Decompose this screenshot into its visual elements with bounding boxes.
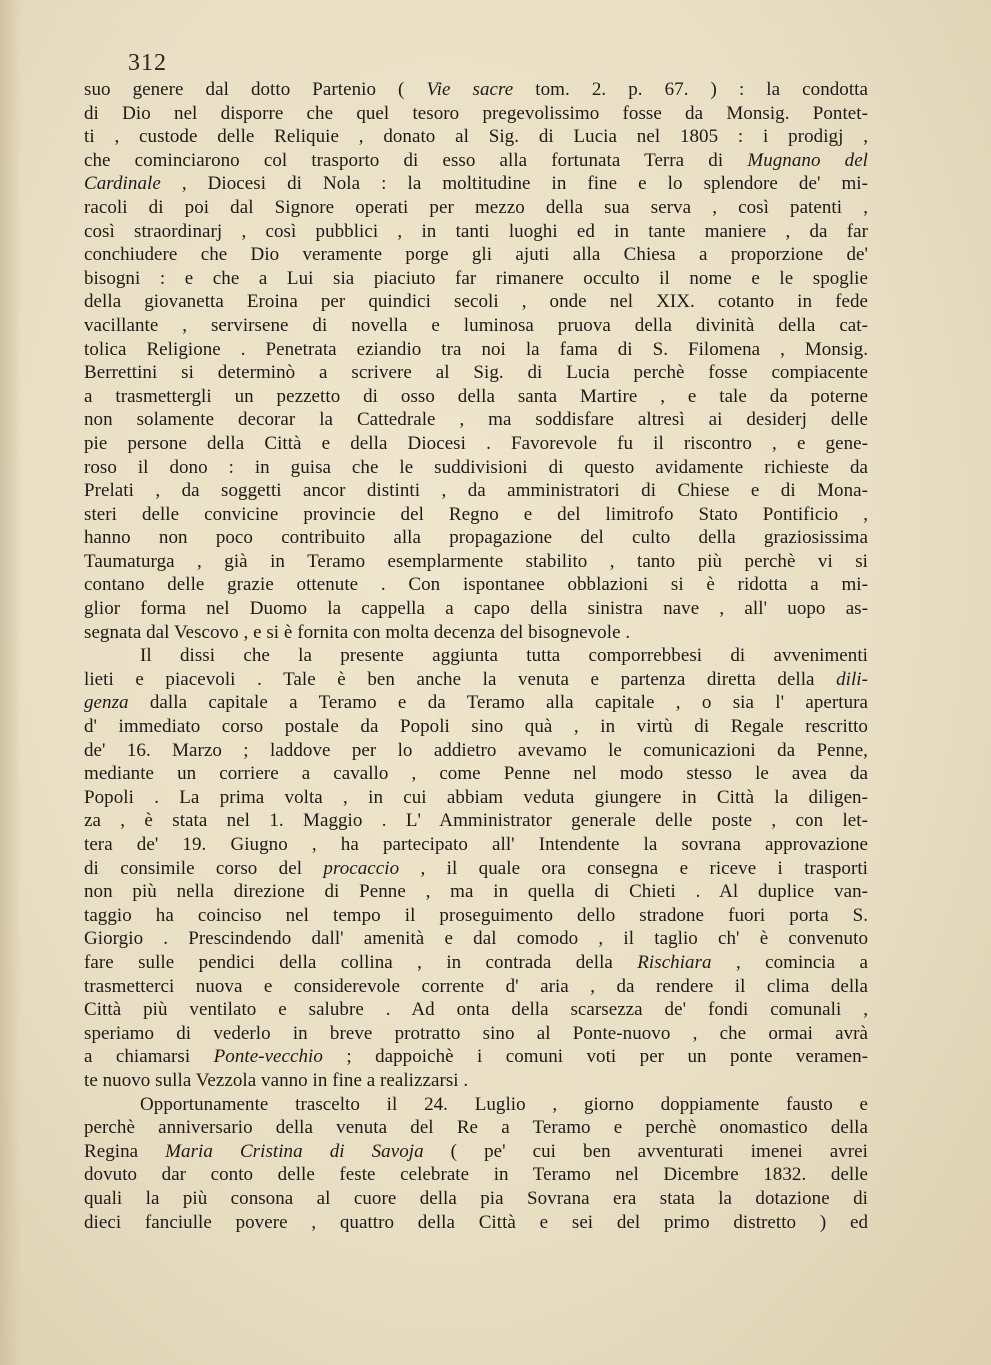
text-line: trasmetterci nuova e considerevole corrente d' aria , da rendere il clima della [84,975,868,997]
page-edge-shadow [0,0,22,1365]
text-line: Città più ventilato e salubre . Ad onta della scarsezza de' fondi comunali , [84,999,868,1021]
text-line: Opportunamente trascelto il 24. Luglio , giorno doppiamente fausto e [140,1093,868,1115]
text-line: non solamente decorar la Cattedrale , ma soddisfare altresì ai desiderj delle [84,409,868,431]
text-line: contano delle grazie ottenute . Con ispontanee obblazioni si è ridotta a mi- [84,574,868,596]
text-line: tera de' 19. Giugno , ha partecipato all' Intendente la sovrana approvazione [84,834,868,855]
text-line: a trasmettergli un pezzetto di osso della santa Martire , e tale da poterne [84,385,868,407]
text-line: genza dalla capitale a Teramo e da Teramo alla capitale , o sia l' apertura [84,692,868,714]
text-line: Prelati , da soggetti ancor distinti , da amministratori di Chiese e di Mona- [84,480,868,502]
text-line: perchè anniversario della venuta del Re a Teramo e perchè onomastico della [84,1117,868,1139]
text-line: hanno non poco contribuito alla propagazione del culto della graziosissima [84,527,868,549]
text-line: Popoli . La prima volta , in cui abbiam veduta giungere in Città la diligen- [84,786,868,808]
text-line: Taumaturga , già in Teramo esemplarmente stabilito , tanto più perchè vi si [84,550,868,572]
text-line: che cominciarono col trasporto di esso alla fortunata Terra di Mugnano del [84,149,869,171]
text-line: bisogni : e che a Lui sia piaciuto far rimanere occulto il nome e le spoglie [84,267,868,289]
text-line: ti , custode delle Reliquie , donato al Sig. di Lucia nel 1805 : i prodigj , [84,126,868,148]
text-line: tolica Religione . Penetrata eziandio tra noi la fama di S. Filomena , Monsig. [84,338,868,360]
text-line: za , è stata nel 1. Maggio . L' Amministrator generale delle poste , con let- [84,810,868,832]
text-line: conchiudere che Dio veramente porge gli ajuti alla Chiesa a proporzione de' [84,244,868,266]
text-line: così straordinarj , così pubblici , in tanti luoghi ed in tante maniere , da far [84,220,868,242]
body-text [84,78,868,1234]
text-line: Berrettini si determinò a scrivere al Sig. di Lucia perchè fosse compiacente [84,362,868,384]
text-line: dieci fanciulle povere , quattro della Città e sei del primo distretto ) ed [84,1211,868,1233]
text-line: di consimile corso del procaccio , il quale ora consegna e riceve i trasporti [84,857,868,879]
text-line: di Dio nel disporre che quel tesoro pregevolissimo fosse da Monsig. Pontet- [84,102,868,124]
text-line: steri delle convicine provincie del Regno e del limitrofo Stato Pontificio , [84,503,868,525]
page-number: 312 [128,50,167,76]
text-line: dovuto dar conto delle feste celebrate in Teramo nel Dicembre 1832. delle [84,1164,868,1186]
text-line: racoli di poi dal Signore operati per mezzo della sua serva , così patenti , [84,196,868,218]
text-line: te nuovo sulla Vezzola vanno in fine a realizzarsi . [84,1069,469,1091]
text-line: a chiamarsi Ponte-vecchio ; dappoichè i comuni voti per un ponte veramen- [84,1046,868,1068]
text-line: pie persone della Città e della Diocesi . Favorevole fu il riscontro , e gene- [84,432,868,454]
text-line: Regina Maria Cristina di Savoja ( pe' cui ben avventurati imenei avrei [84,1140,868,1162]
text-line: fare sulle pendici della collina , in contrada della Rischiara , comincia a [84,951,869,973]
text-line: roso il dono : in guisa che le suddivisioni di questo avidamente richieste da [84,456,868,478]
text-line: Giorgio . Prescindendo dall' amenità e dal comodo , il taglio ch' è convenuto [84,928,868,950]
text-line: vacillante , servirsene di novella e luminosa pruova della divinità della cat- [84,314,868,336]
text-line: de' 16. Marzo ; laddove per lo addietro avevamo le comunicazioni da Penne, [84,739,868,761]
text-line: Cardinale , Diocesi di Nola : la moltitudine in fine e lo splendore de' mi- [84,173,868,195]
text-line: suo genere dal dotto Partenio ( Vie sacre tom. 2. p. 67. ) : la condotta [84,79,868,100]
text-line: della giovanetta Eroina per quindici secoli , onde nel XIX. cotanto in fede [84,291,868,313]
text-line: segnata dal Vescovo , e si è fornita con molta decenza del bisognevole . [84,621,631,643]
text-line: non più nella direzione di Penne , ma in quella di Chieti . Al duplice van- [84,881,868,903]
text-line: d' immediato corso postale da Popoli sino quà , in virtù di Regale rescritto [84,716,868,738]
text-line: Il dissi che la presente aggiunta tutta comporrebbesi di avvenimenti [140,645,868,667]
text-line: taggio ha coinciso nel tempo il proseguimento dello stradone fuori porta S. [84,904,868,926]
text-line: glior forma nel Duomo la cappella a capo della sinistra nave , all' uopo as- [84,598,868,620]
text-line: lieti e piacevoli . Tale è ben anche la venuta e partenza diretta della dili- [84,668,868,690]
text-line: speriamo di vederlo in breve protratto sino al Ponte-nuovo , che ormai avrà [84,1022,868,1044]
text-line: quali la più consona al cuore della pia Sovrana era stata la dotazione di [84,1187,868,1209]
text-line: mediante un corriere a cavallo , come Penne nel modo stesso le avea da [84,763,868,785]
